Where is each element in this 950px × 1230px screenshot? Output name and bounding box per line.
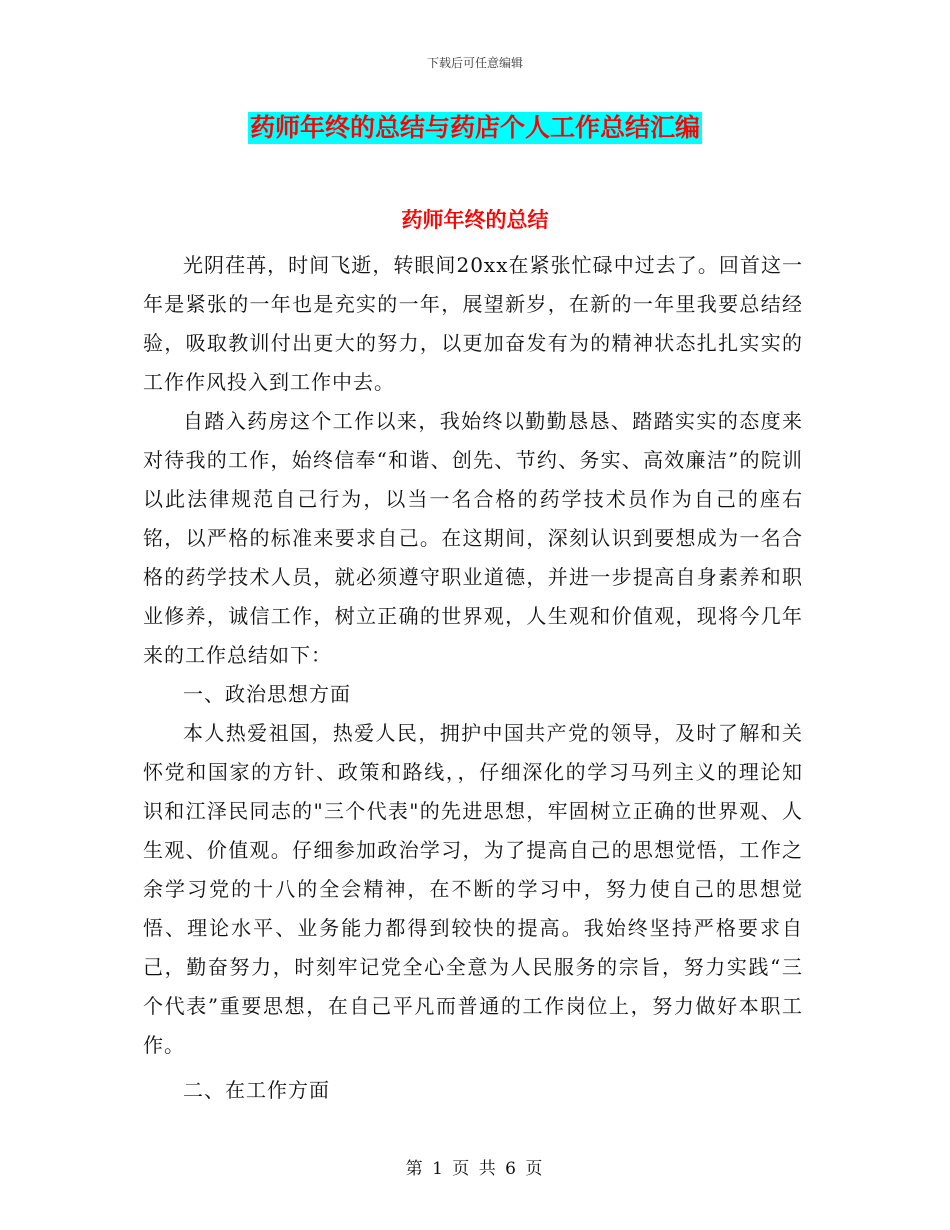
main-title-container (0, 112, 950, 144)
heading-work: 二、在工作方面 (183, 1078, 330, 1102)
paragraph-overview: 自踏入药房这个工作以来，我始终以勤勤恳恳、踏踏实实的态度来对待我的工作，始终信奉“和谐、创先、节约、务实、高效廉洁”的院训以此法律规范自己行为，以当一名合格的药学技术员作为自己的座右铭，以严格的标准来要求自己。在这期间，深刻认识到要想成为一名合格的药学技术人员，就必须遵守职业道德，并进一步提高自身素养和职业修养，诚信工作，树立正确的世界观，人生观和价值观，现将今几年来的工作总结如下： (143, 409, 803, 667)
paragraph-intro: 光阴荏苒，时间飞逝，转眼间20xx在紧张忙碌中过去了。回首这一年是紧张的一年也是充实的一年，展望新岁，在新的一年里我要总结经验，吸取教训付出更大的努力，以更加奋发有为的精神状态扎扎实实的工作作风投入到工作中去。 (143, 253, 803, 394)
paragraph-political: 本人热爱祖国，热爱人民，拥护中国共产党的领导，及时了解和关怀党和国家的方针、政策和路线，，仔细深化的学习马列主义的理论知识和江泽民同志的"三个代表"的先进思想，牢固树立正确的世界观、人生观、价值观。仔细参加政治学习，为了提高自己的思想觉悟，工作之余学习党的十八的全会精神，在不断的学习中，努力使自己的思想觉悟、理论水平、业务能力都得到较快的提高。我始终坚持严格要求自己，勤奋努力，时刻牢记党全心全意为人民服务的宗旨，努力实践“三个代表”重要思想，在自己平凡而普通的工作岗位上，努力做好本职工作。 (143, 721, 803, 1057)
page-footer: 第 1 页 共 6 页 (405, 1159, 545, 1179)
section-title: 药师年终的总结 (401, 208, 549, 232)
document-body (143, 246, 803, 1110)
heading-political: 一、政治思想方面 (183, 682, 351, 706)
page-header-note: 下载后可任意编辑 (426, 56, 523, 70)
main-title: 药师年终的总结与药店个人工作总结汇编 (249, 113, 700, 142)
